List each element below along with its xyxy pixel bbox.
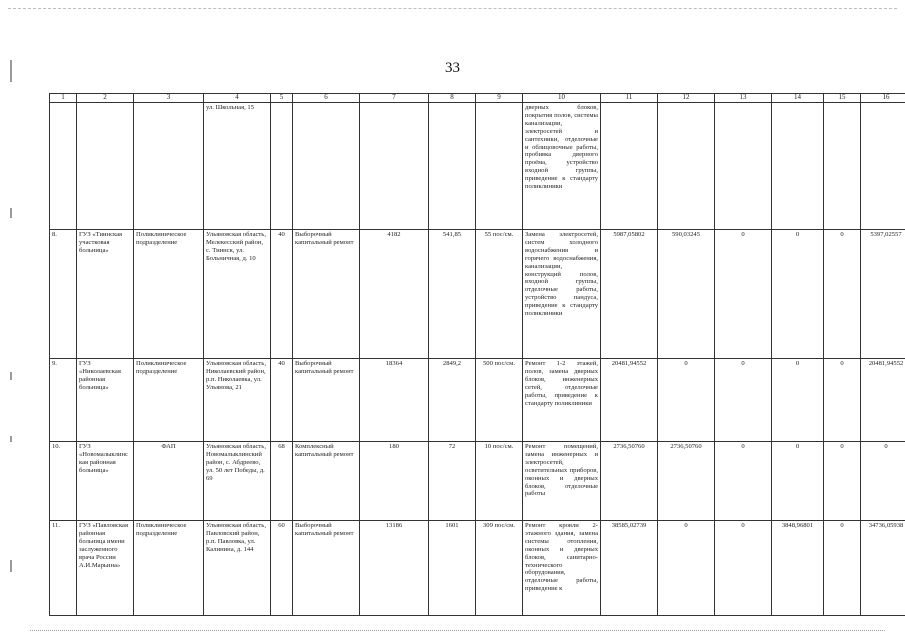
binding-marks — [10, 0, 13, 640]
cost-col-15: 0 — [824, 230, 861, 359]
work-description: Замена электросетей, систем холодного водоснабжения и горячего водоснабжения, канализации, конструкций полов, входной группы, отделочные работы, устройство пандуса, приведение к стандарту поликлиники — [523, 230, 601, 359]
capacity — [476, 103, 523, 230]
table-row — [50, 442, 905, 521]
row-number: 8. — [50, 230, 77, 359]
cell-col-8: 2849,2 — [429, 359, 476, 442]
cost-col-13: 0 — [715, 521, 772, 616]
cost-total: 38585,02739 — [601, 521, 658, 616]
column-number: 7 — [360, 94, 429, 103]
cell-col-7: 4182 — [360, 230, 429, 359]
column-number: 4 — [204, 94, 271, 103]
table-row — [50, 230, 905, 359]
column-number: 9 — [476, 94, 523, 103]
cost-col-12: 0 — [658, 521, 715, 616]
building-age: 40 — [271, 359, 293, 442]
cost-total: 2736,50760 — [601, 442, 658, 521]
cost-total: 20481,94552 — [601, 359, 658, 442]
address: Ульяновская область, Новомалыклинский район, с. Абдреево, ул. 50 лет Победы, д. 69 — [204, 442, 271, 521]
work-description: Ремонт кровли 2-этажного здания, замена системы отопления, оконных и дверных блоков, санитарно-технического оборудования, отделочные работы, приведение к — [523, 521, 601, 616]
repair-plan-table — [49, 93, 905, 616]
cell-col-7: 18364 — [360, 359, 429, 442]
cost-col-14 — [772, 103, 824, 230]
cost-col-13: 0 — [715, 230, 772, 359]
institution-name: ГУЗ «Тиинская участковая больница» — [77, 230, 134, 359]
cost-col-13: 0 — [715, 359, 772, 442]
unit-type: Поликлиническое подразделение — [134, 230, 204, 359]
cell-col-8 — [429, 103, 476, 230]
cost-col-14: 0 — [772, 230, 824, 359]
building-age — [271, 103, 293, 230]
repair-type: Комплексный капитальный ремонт — [293, 442, 360, 521]
unit-type: ФАП — [134, 442, 204, 521]
cost-col-12: 0 — [658, 359, 715, 442]
capacity: 309 пос/см. — [476, 521, 523, 616]
cost-col-16 — [861, 103, 905, 230]
work-description: Ремонт 1-2 этажей, полов, замена дверных блоков, инженерных сетей, отделочные работы, приведение к стандарту поликлиники — [523, 359, 601, 442]
cost-total: 5987,05802 — [601, 230, 658, 359]
cost-col-15: 0 — [824, 521, 861, 616]
work-description: дверных блоков, покрытия полов, системы канализации, электросетей и сантехники, отделочные и облицовочные работы, пробивка дверного проёма, устройство входной группы, приведение к стандарту поликлиники — [523, 103, 601, 230]
unit-type: Поликлиническое подразделение — [134, 521, 204, 616]
institution-name — [77, 103, 134, 230]
column-number: 15 — [824, 94, 861, 103]
address: Ульяновская область, Павловский район, р.п. Павловка, ул. Калинина, д. 144 — [204, 521, 271, 616]
page-number: 33 — [445, 60, 460, 76]
table-row — [50, 103, 905, 230]
building-age: 60 — [271, 521, 293, 616]
cell-col-7: 180 — [360, 442, 429, 521]
cost-col-15: 0 — [824, 359, 861, 442]
cost-col-14: 3848,96801 — [772, 521, 824, 616]
column-number: 11 — [601, 94, 658, 103]
cost-col-12: 2736,50760 — [658, 442, 715, 521]
cost-col-14: 0 — [772, 359, 824, 442]
repair-type: Выборочный капитальный ремонт — [293, 521, 360, 616]
institution-name: ГУЗ «Павловская районная больница имени заслуженного врача России А.И.Марьина» — [77, 521, 134, 616]
scan-border-top — [8, 8, 897, 9]
row-number — [50, 103, 77, 230]
cost-col-12: 590,03245 — [658, 230, 715, 359]
column-number: 2 — [77, 94, 134, 103]
unit-type: Поликлиническое подразделение — [134, 359, 204, 442]
cell-col-7 — [360, 103, 429, 230]
column-number: 1 — [50, 94, 77, 103]
column-number: 3 — [134, 94, 204, 103]
table-row — [50, 359, 905, 442]
cost-col-15 — [824, 103, 861, 230]
column-number: 16 — [861, 94, 905, 103]
column-number: 12 — [658, 94, 715, 103]
institution-name: ГУЗ «Новомалыклинская районная больница» — [77, 442, 134, 521]
scan-border-bottom — [30, 630, 885, 631]
cost-total — [601, 103, 658, 230]
address: ул. Школьная, 15 — [204, 103, 271, 230]
repair-type — [293, 103, 360, 230]
capacity: 55 пос/см. — [476, 230, 523, 359]
cost-col-13 — [715, 103, 772, 230]
cell-col-8: 1601 — [429, 521, 476, 616]
cost-col-14: 0 — [772, 442, 824, 521]
cell-col-8: 541,85 — [429, 230, 476, 359]
unit-type — [134, 103, 204, 230]
column-number: 6 — [293, 94, 360, 103]
column-number: 10 — [523, 94, 601, 103]
repair-type: Выборочный капитальный ремонт — [293, 359, 360, 442]
cost-col-12 — [658, 103, 715, 230]
cost-col-13: 0 — [715, 442, 772, 521]
cost-col-16: 0 — [861, 442, 905, 521]
cost-col-16: 20481,94552 — [861, 359, 905, 442]
cell-col-8: 72 — [429, 442, 476, 521]
row-number: 9. — [50, 359, 77, 442]
row-number: 11. — [50, 521, 77, 616]
column-number: 5 — [271, 94, 293, 103]
column-number-row — [50, 94, 905, 103]
column-number: 8 — [429, 94, 476, 103]
work-description: Ремонт помещений, замена инженерных и электросетей, осветительных приборов, оконных и дверных блоков, отделочные работы — [523, 442, 601, 521]
cost-col-16: 5397,02557 — [861, 230, 905, 359]
capacity: 500 пос/см. — [476, 359, 523, 442]
column-number: 13 — [715, 94, 772, 103]
address: Ульяновская область, Мелекесский район, с. Тиинск, ул. Больничная, д. 10 — [204, 230, 271, 359]
building-age: 40 — [271, 230, 293, 359]
address: Ульяновская область, Николаевский район, р.п. Николаевка, ул. Ульянова, 21 — [204, 359, 271, 442]
building-age: 68 — [271, 442, 293, 521]
capacity: 10 пос/см. — [476, 442, 523, 521]
row-number: 10. — [50, 442, 77, 521]
institution-name: ГУЗ «Николаевская районная больница» — [77, 359, 134, 442]
column-number: 14 — [772, 94, 824, 103]
repair-type: Выборочный капитальный ремонт — [293, 230, 360, 359]
table-row — [50, 521, 905, 616]
cell-col-7: 13186 — [360, 521, 429, 616]
cost-col-15: 0 — [824, 442, 861, 521]
cost-col-16: 34736,05938 — [861, 521, 905, 616]
